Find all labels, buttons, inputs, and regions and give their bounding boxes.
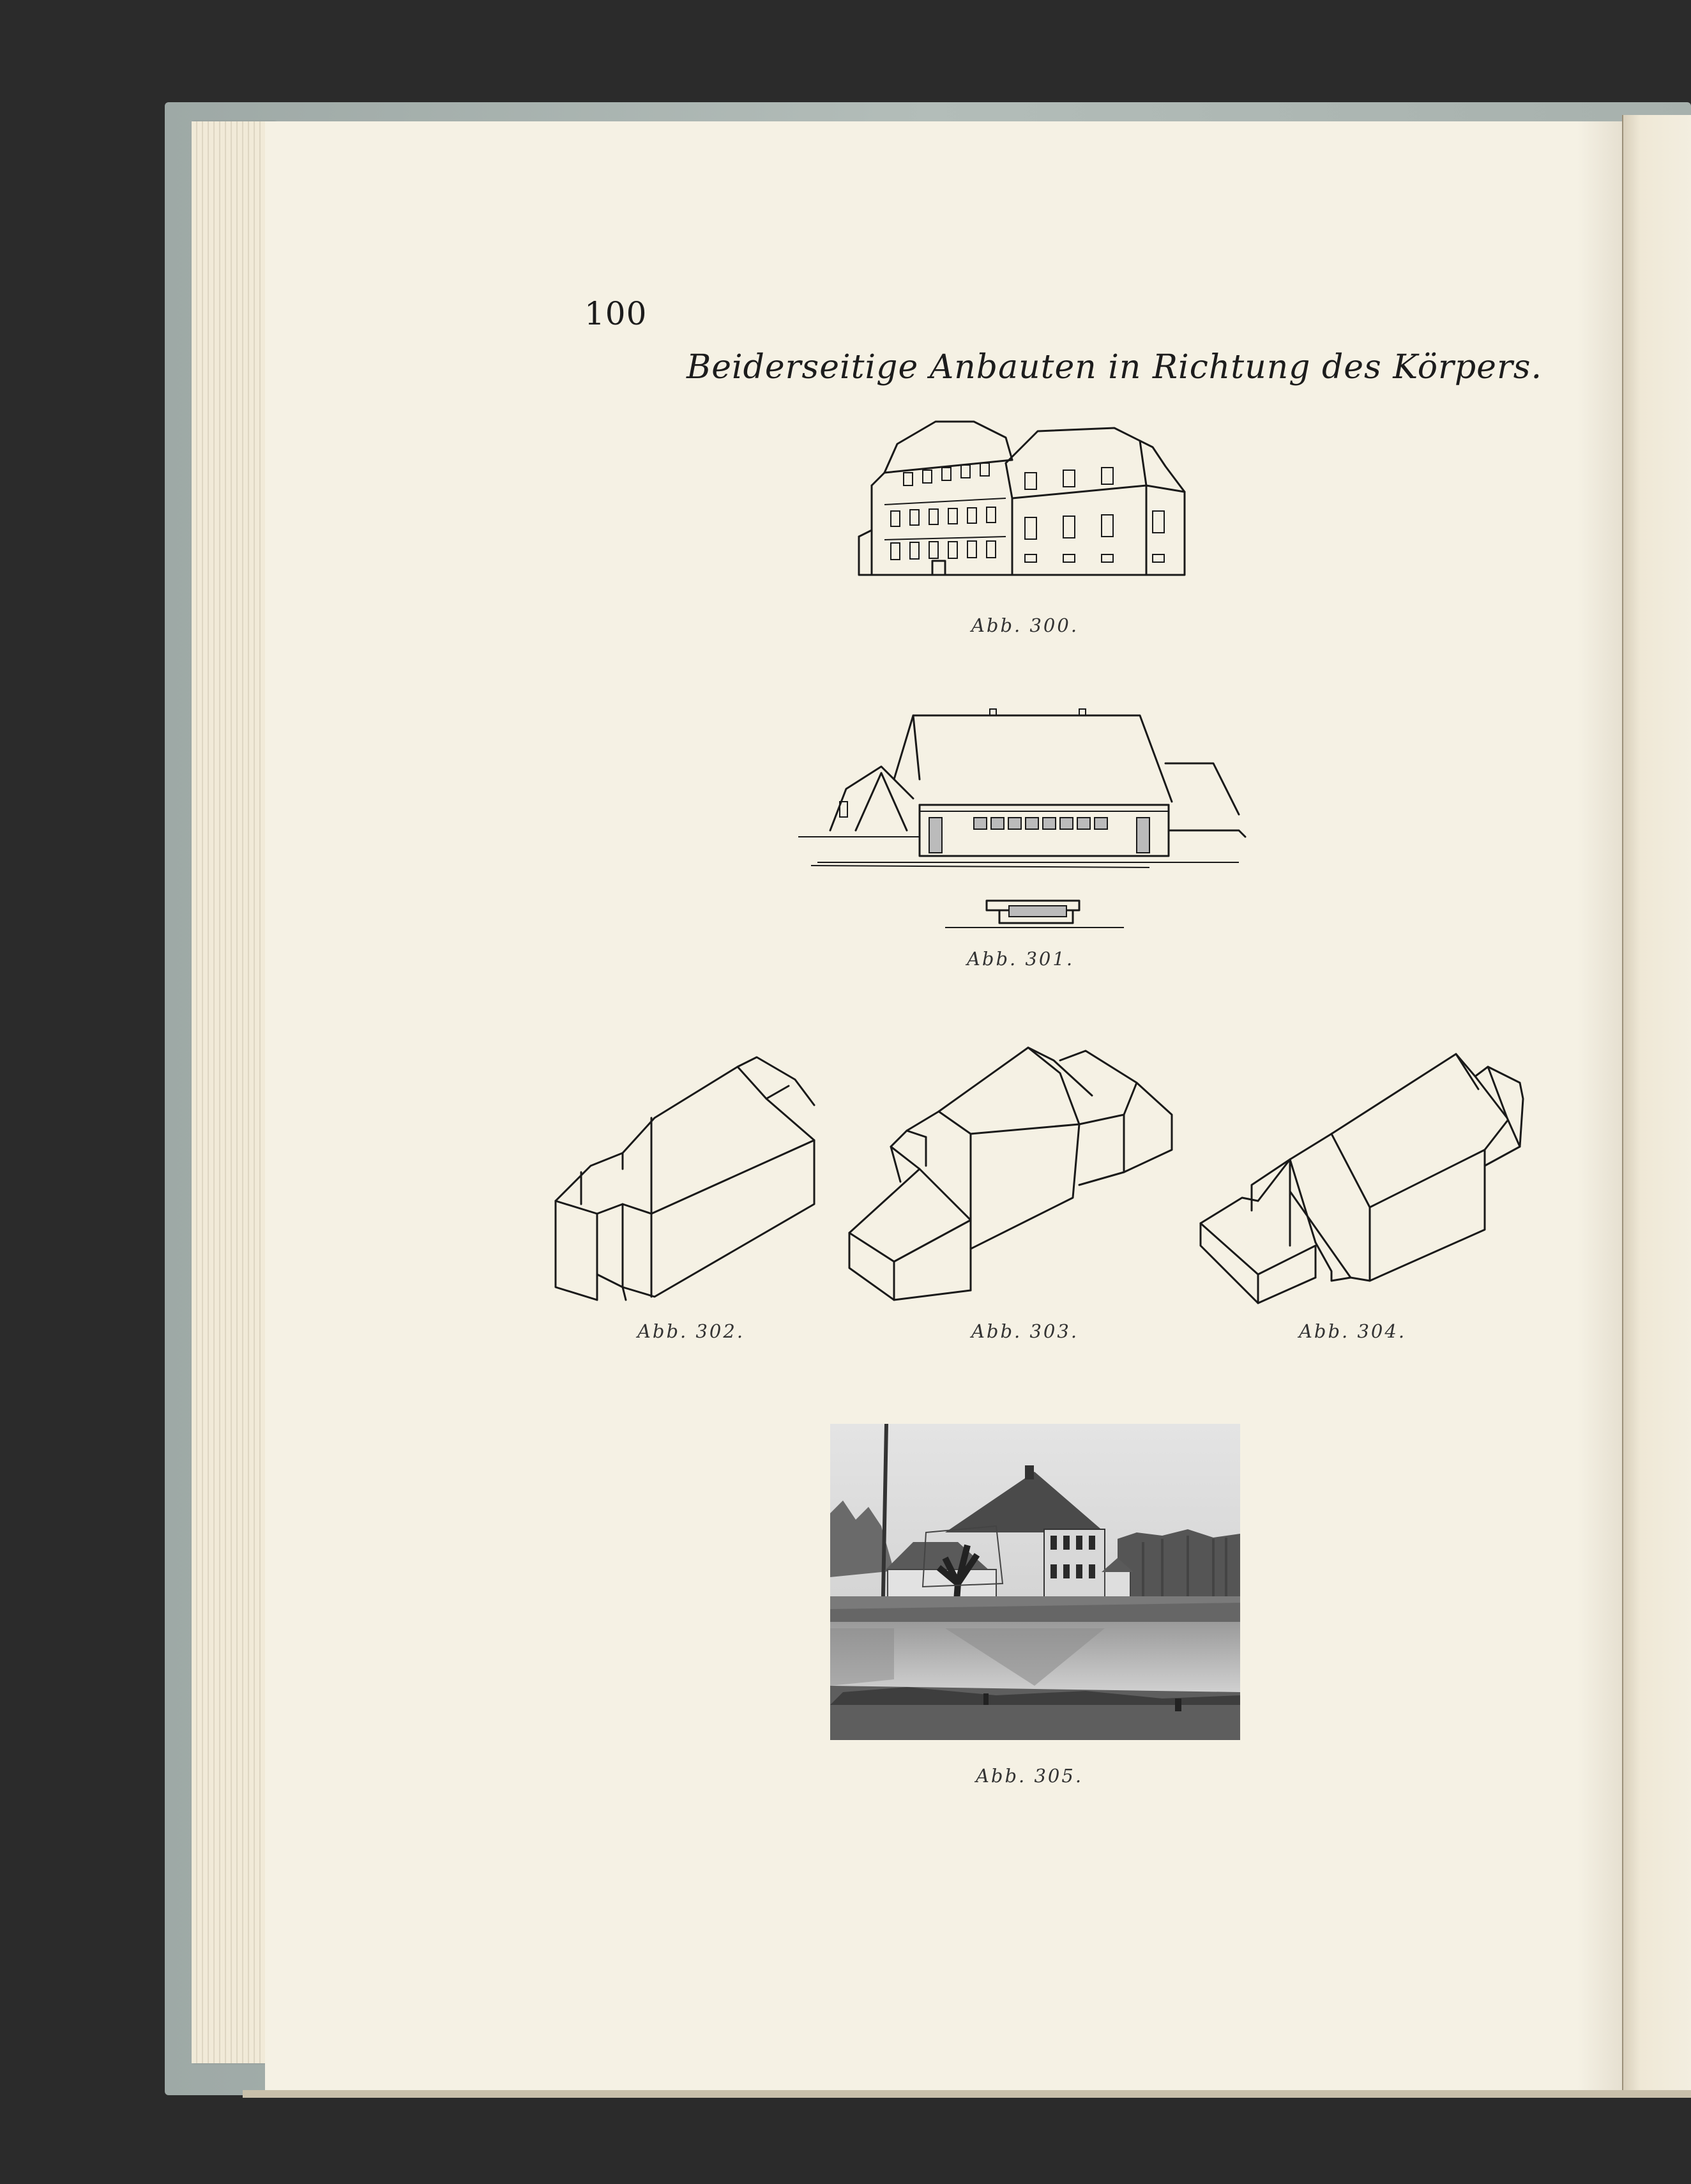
figure-305-caption: Abb. 305.: [975, 1765, 1084, 1787]
figure-302-caption: Abb. 302.: [637, 1320, 745, 1342]
figure-303-diagram: [843, 1038, 1181, 1306]
page-edges: [192, 121, 275, 2063]
figure-302-diagram: [546, 1044, 821, 1306]
gutter-shadow: [1577, 121, 1622, 2095]
page-number: 100: [584, 295, 648, 332]
figure-301-caption: Abb. 301.: [966, 948, 1075, 970]
figure-304-caption: Abb. 304.: [1298, 1320, 1407, 1342]
page-title: Beiderseitige Anbauten in Richtung des Körpers.: [686, 348, 1543, 386]
figure-301-drawing: [792, 703, 1277, 939]
figure-300-caption: Abb. 300.: [971, 615, 1079, 636]
figure-300-drawing: [846, 409, 1210, 588]
facing-page-edge: [1622, 115, 1691, 2095]
figure-303-caption: Abb. 303.: [971, 1320, 1079, 1342]
figure-305-photo: [830, 1424, 1240, 1740]
bottom-page-edge: [243, 2090, 1691, 2098]
figure-304-diagram: [1194, 1035, 1526, 1310]
